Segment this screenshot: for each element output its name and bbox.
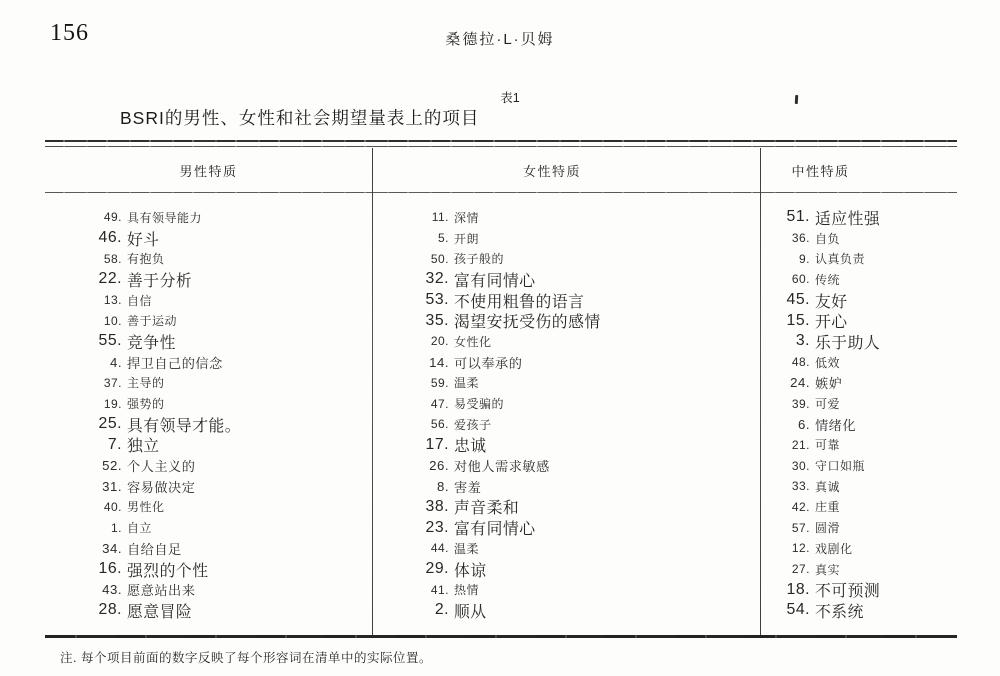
table-item [94,248,372,269]
item-number: 43. [102,582,122,598]
table-item [94,517,372,538]
item-text: 开朗 [454,231,480,246]
item-text: 不可预测 [815,583,881,601]
item-text: 友好 [815,293,848,311]
item-number: 48. [791,355,810,370]
item-text: 孩子般的 [454,252,505,267]
item-number: 34. [102,540,122,556]
item-number: 26. [429,458,449,474]
item-text: 真实 [815,562,841,577]
table-item [421,373,760,394]
item-text: 愿意站出来 [127,583,196,599]
table-item [421,248,760,269]
table-item [421,228,760,249]
item-number: 18. [786,580,810,598]
table-item [421,579,760,600]
table-item [782,269,957,290]
item-number: 17. [425,435,449,453]
table-item [421,538,760,559]
item-number: 30. [791,458,810,473]
item-text: 强烈的个性 [127,562,209,580]
table-item [782,538,957,559]
table-label: 表1 [500,91,520,105]
table-item [94,373,372,394]
item-number: 35. [425,311,449,329]
item-text: 害羞 [454,479,482,495]
item-number: 2. [434,601,449,619]
table-item [782,331,957,352]
item-number: 16. [98,560,122,578]
item-number: 45. [786,291,810,309]
column-body-masculine [45,192,372,635]
item-number: 36. [791,231,810,246]
table-item [782,373,957,394]
item-text: 强势的 [127,397,165,412]
item-number: 27. [791,562,810,577]
item-number: 46. [98,229,122,247]
item-number: 5. [437,231,449,246]
table-item [782,414,957,435]
item-number: 32. [425,270,449,288]
item-number: 57. [791,520,810,535]
table-item [94,435,372,456]
item-text: 自信 [127,293,153,308]
item-text: 可以奉承的 [454,355,523,371]
item-text: 富有同情心 [454,521,536,539]
item-text: 温柔 [454,541,480,556]
table-item [94,331,372,352]
item-text: 体谅 [454,562,487,580]
item-number: 6. [798,416,810,432]
item-number: 38. [425,497,449,515]
item-text: 可靠 [815,438,841,453]
item-text: 个人主义的 [127,459,196,475]
table-item [421,435,760,456]
item-number: 33. [791,479,810,494]
item-number: 24. [790,375,810,391]
table-item [94,269,372,290]
item-number: 20. [430,334,449,349]
table-item [421,290,760,311]
item-text: 男性化 [127,500,165,515]
table-item [421,331,760,352]
item-number: 58. [103,251,122,266]
table-item [94,352,372,373]
table-item [421,393,760,414]
item-text: 富有同情心 [454,272,536,290]
table-item [782,352,957,373]
table-item [421,269,760,290]
table-item [421,414,760,435]
table-item [94,228,372,249]
item-text: 低效 [815,355,841,370]
item-number: 41. [430,582,449,597]
table-top-rule [45,140,957,142]
item-number: 42. [791,499,810,514]
table-item [94,600,372,621]
item-number: 53. [425,291,449,309]
item-text: 不使用粗鲁的语言 [454,293,585,311]
item-text: 独立 [127,438,160,456]
item-text: 庄重 [815,500,841,515]
item-text: 具有领导能力 [127,210,203,225]
table-item [94,290,372,311]
item-text: 圆滑 [815,521,841,536]
table-item [421,517,760,538]
item-number: 15. [786,311,810,329]
item-number: 50. [430,251,449,266]
table-item [782,310,957,331]
table-item [782,579,957,600]
column-header-feminine: 女性特质 [522,163,581,179]
item-text: 具有领导才能。 [127,417,242,435]
item-number: 25. [98,415,122,433]
item-number: 3. [795,332,810,350]
table-item [421,559,760,580]
item-text: 传统 [815,272,841,287]
item-number: 37. [103,375,122,390]
running-head-author: 桑德拉·L·贝姆 [445,31,555,48]
column-body-feminine [372,192,760,635]
item-text: 女性化 [454,334,492,349]
item-text: 忠诚 [454,438,487,456]
scan-artifact-mark [795,95,798,104]
table-caption: BSRI的男性、女性和社会期望量表上的项目 [120,108,480,128]
item-text: 易受骗的 [454,397,505,412]
item-text: 容易做决定 [127,479,196,495]
item-text: 愿意冒险 [127,603,193,621]
item-number: 44. [430,541,449,556]
table-item [782,559,957,580]
table-item [94,579,372,600]
item-number: 11. [431,210,449,225]
item-text: 顺从 [454,603,487,621]
item-number: 60. [791,272,810,287]
item-text: 嫉妒 [815,376,843,392]
table-item [94,538,372,559]
column-body-neutral [760,192,957,635]
item-number: 55. [98,332,122,350]
item-number: 29. [425,560,449,578]
table-item [782,393,957,414]
item-number: 39. [791,396,810,411]
item-number: 54. [786,601,810,619]
table-item [94,207,372,228]
table-item [94,414,372,435]
item-text: 渴望安抚受伤的感情 [454,314,601,332]
item-text: 捍卫自己的信念 [127,355,223,371]
item-text: 深情 [454,210,480,225]
item-text: 不系统 [815,603,864,621]
item-number: 21. [791,437,810,452]
item-text: 好斗 [127,231,160,249]
table-item [94,455,372,476]
table-bottom-rule [45,635,957,638]
item-text: 自立 [127,521,153,536]
item-number: 40. [103,499,122,514]
table-item [421,497,760,518]
table-item [782,455,957,476]
item-text: 对他人需求敏感 [454,459,550,475]
item-number: 19. [103,396,122,411]
item-text: 温柔 [454,376,480,391]
item-text: 真诚 [815,479,841,494]
item-number: 52. [102,458,122,474]
item-number: 51. [786,208,810,226]
table-item [94,476,372,497]
item-number: 8. [437,478,449,494]
item-number: 56. [430,417,449,432]
item-number: 10. [103,313,122,328]
table-item [782,476,957,497]
item-text: 爱孩子 [454,417,492,432]
table-item [94,559,372,580]
table-top-rule-2 [45,146,957,147]
table-item [782,497,957,518]
item-text: 守口如瓶 [815,459,866,474]
item-number: 49. [103,210,122,225]
item-number: 7. [107,435,122,453]
item-text: 戏剧化 [815,541,853,556]
item-text: 善于分析 [127,272,193,290]
item-number: 9. [798,251,810,266]
bsri-items-table [45,140,957,638]
column-header-neutral: 中性特质 [791,163,850,179]
table-item [782,517,957,538]
item-text: 情绪化 [815,417,857,433]
item-text: 自负 [815,231,841,246]
item-number: 23. [425,518,449,536]
item-text: 自给自足 [127,541,182,557]
table-item [94,393,372,414]
item-number: 4. [110,354,122,370]
item-text: 认真负责 [815,252,866,267]
item-text: 主导的 [127,376,165,391]
item-number: 31. [102,478,122,494]
item-text: 善于运动 [127,314,178,329]
table-item [94,497,372,518]
item-number: 28. [98,601,122,619]
item-text: 声音柔和 [454,500,520,518]
item-text: 竞争性 [127,334,176,352]
column-header-masculine: 男性特质 [179,163,238,179]
table-item [421,600,760,621]
item-number: 14. [429,354,449,370]
table-item [421,310,760,331]
table-item [421,352,760,373]
item-text: 乐于助人 [815,334,881,352]
item-number: 22. [98,270,122,288]
table-item [94,310,372,331]
item-number: 59. [430,375,449,390]
table-item [421,476,760,497]
table-item [421,455,760,476]
item-text: 热情 [454,583,480,598]
table-item [782,228,957,249]
table-item [782,435,957,456]
item-text: 可爱 [815,397,841,412]
item-number: 1. [110,520,122,535]
table-item [421,207,760,228]
item-text: 适应性强 [815,210,881,228]
table-item [782,600,957,621]
item-number: 13. [103,293,122,308]
item-text: 有抱负 [127,252,165,267]
table-item [782,207,957,228]
table-item [782,290,957,311]
page-number: 156 [50,20,89,46]
table-item [782,248,957,269]
item-number: 12. [791,541,810,556]
item-number: 47. [430,396,449,411]
table-note: 注. 每个项目前面的数字反映了每个形容词在清单中的实际位置。 [60,651,432,665]
item-text: 开心 [815,314,848,332]
